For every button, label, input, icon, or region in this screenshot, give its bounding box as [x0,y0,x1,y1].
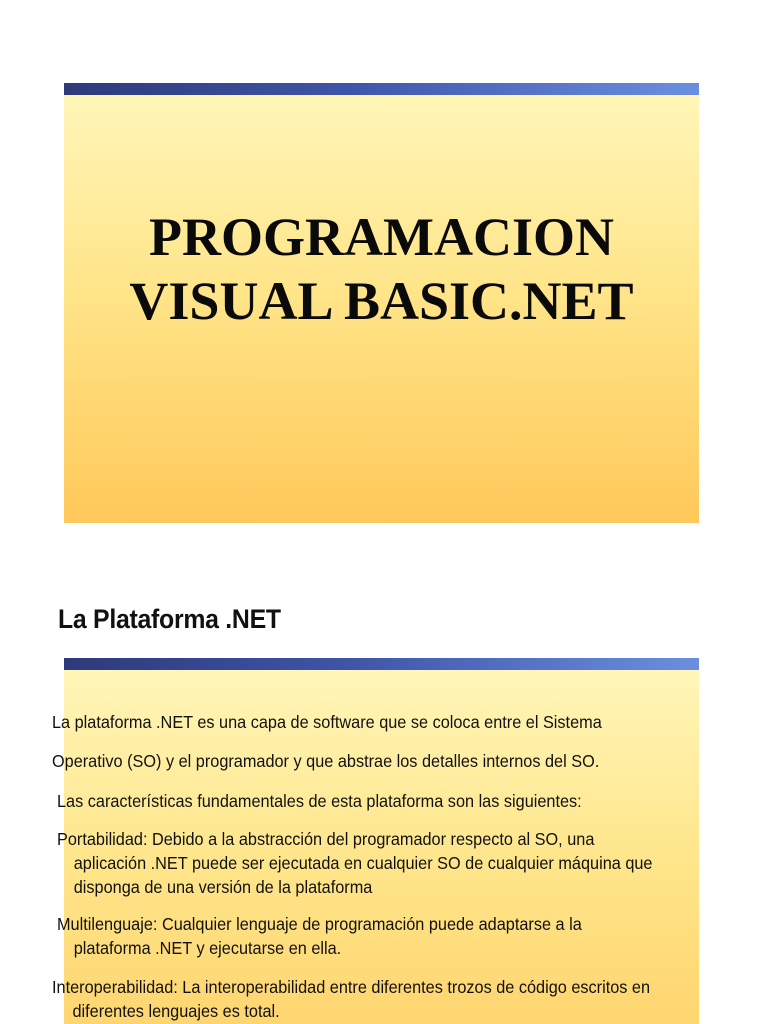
portability-line-3: disponga de una versión de la plataforma [73,877,373,897]
interoperability-paragraph [52,975,712,1023]
interoperability-line-2: diferentes lenguajes es total. [72,1001,280,1021]
intro-paragraph-continued [52,749,712,773]
title-slide-top-bar [64,83,699,95]
interoperability-line-1: Interoperabilidad: La interoperabilidad entre diferentes trozos de código escritos en [52,977,651,997]
slide-title-line-2: VISUAL BASIC.NET [129,271,634,331]
multilanguage-line-2: plataforma .NET y ejecutarse en ella. [73,938,342,958]
slide-title [64,205,699,333]
slide-title-line-1: PROGRAMACION [149,207,614,267]
characteristics-paragraph [57,789,717,813]
multilanguage-paragraph [57,912,717,960]
intro-paragraph [52,710,712,734]
portability-paragraph [57,827,717,899]
multilanguage-line-1: Multilenguaje: Cualquier lenguaje de programación puede adaptarse a la [57,914,582,934]
section-heading: La Plataforma .NET [58,604,281,634]
portability-line-1: Portabilidad: Debido a la abstracción del programador respecto al SO, una [57,829,595,849]
content-slide-top-bar [64,658,699,670]
title-slide-panel [64,95,699,523]
intro-line-1: La plataforma .NET es una capa de software que se coloca entre el Sistema [52,712,602,732]
intro-line-2: Operativo (SO) y el programador y que abstrae los detalles internos del SO. [52,751,600,771]
characteristics-line: Las características fundamentales de esta plataforma son las siguientes: [57,791,582,811]
portability-line-2: aplicación .NET puede ser ejecutada en cualquier SO de cualquier máquina que [73,853,653,873]
